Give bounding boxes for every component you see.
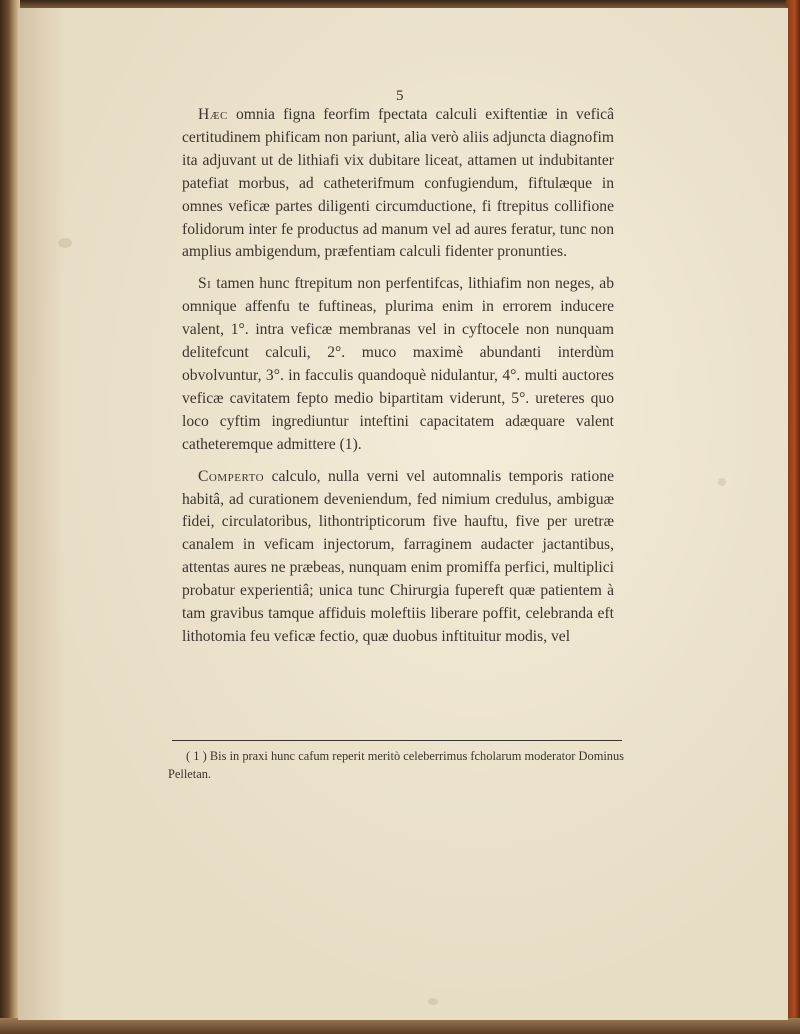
paragraph-text: omnia figna feorfim fpectata calculi exiftentiæ in veficâ certitudinem phificam non pariunt, alia verò aliis adjuncta diagnofim ita adjuvant ut de lithiafi vix dubitare liceat, attamen ut indubitanter patefiat morbus, ad catheterifmum confugiendum, fiftulæque in omnes veficæ partes diligenti circumductione, fi ftrepitus collifione folidorum inter fe productus ad manum vel ad aures feratur, tunc non amplius ambigendum, præfentiam calculi fidenter pronunties. — [182, 106, 614, 261]
paragraph-lead: Hæc — [198, 106, 228, 123]
paragraph-lead: Si — [198, 275, 212, 293]
body-text — [182, 104, 614, 658]
book-cover-edge — [786, 0, 800, 1034]
bottom-edge — [0, 1018, 800, 1034]
footnote-rule — [172, 740, 622, 741]
paper-stain — [718, 478, 726, 486]
paragraph-text: tamen hunc ftrepitum non perfentifcas, lithiafim non neges, ab omnique affenfu te fuftineas, plurima enim in errorem inducere valent, 1°. intra veficæ membranas vel in cyftocele non nunquam delitefcunt calculi, 2°. muco maximè abundanti interdùm obvolvuntur, 3°. in facculis quandoquè nidulantur, 4°. multi auctores veficæ cavitatem fepto medio bipartitam viderunt, 5°. ureteres quo loco cyftim ingrediuntur inteftini capacitatem adæquare valent catheteremque admittere (1). — [182, 275, 614, 453]
footnote: ( 1 ) Bis in praxi hunc cafum reperit meritò celeberrimus fcholarum moderator Dominus Pelletan. — [168, 749, 624, 781]
paragraph-lead: Comperto — [198, 467, 265, 485]
paper-stain — [428, 998, 438, 1005]
paragraph-2 — [182, 273, 614, 456]
page-number: 5 — [396, 88, 404, 104]
paragraph-3 — [182, 466, 614, 649]
book-binding-gutter — [0, 0, 20, 1034]
paragraph-1 — [182, 104, 614, 264]
paper-stain — [58, 238, 72, 248]
paragraph-text: calculo, nulla verni vel automnalis temporis ratione habitâ, ad curationem deveniendum, fed nimium credulus, ambiguæ fidei, circulatoribus, lithontripticorum five hauftu, five per uretræ canalem in veficam injectorum, farraginem audacter jactantibus, attentas aures ne præbeas, nunquam enim promiffa perfici, multiplici probatur experientiâ; unica tunc Chirurgia fupereft quæ patientem à tam gravibus tamque affiduis moleftiis liberare poffit, celebranda eft lithotomia feu veficæ fectio, quæ duobus inftituitur modis, vel — [182, 467, 614, 645]
